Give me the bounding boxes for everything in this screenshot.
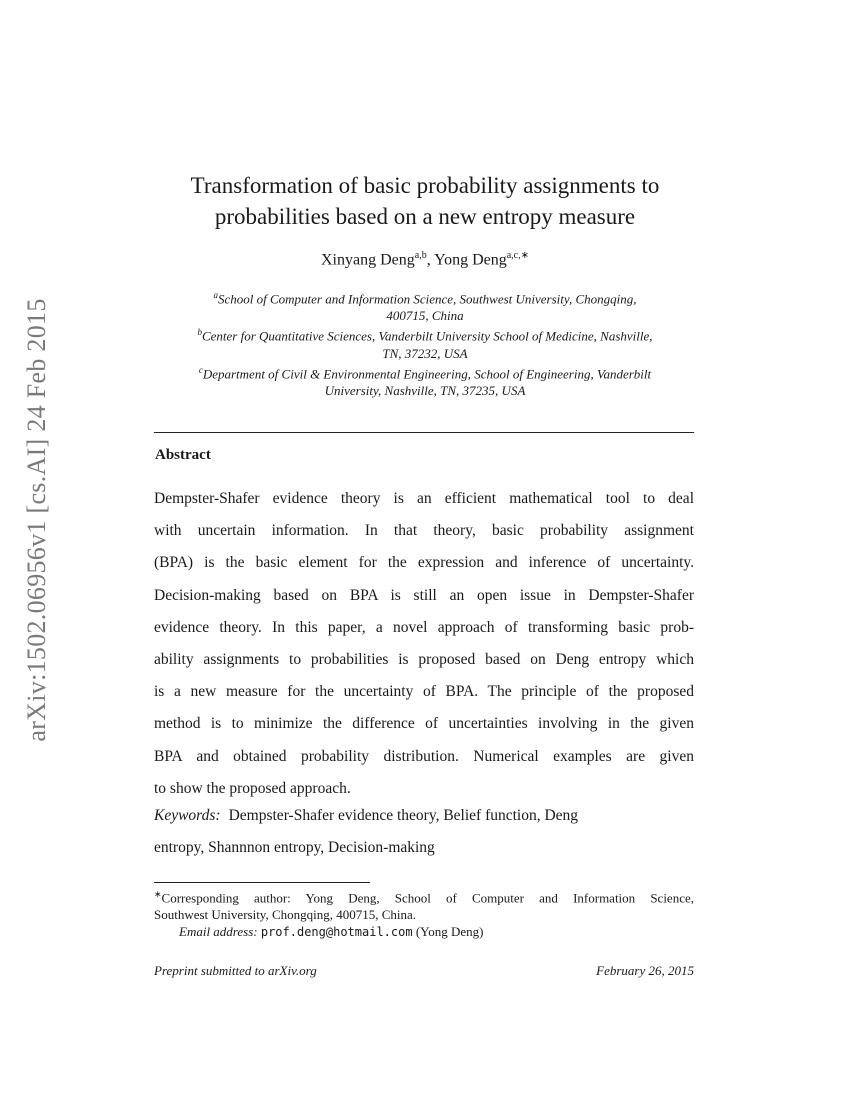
affiliation-text: Department of Civil & Environmental Engineering, School of Engineering, Vanderbilt: [202, 365, 652, 381]
affiliation-b: [150, 324, 700, 344]
abstract-line: evidence theory. In this paper, a novel approach of transforming basic prob-: [154, 618, 694, 636]
abstract-line: is a new measure for the uncertainty of BPA. The principle of the proposed: [154, 683, 694, 701]
affiliation-a-cont: 400715, China: [386, 308, 464, 324]
affiliation-text: Center for Quantitative Sciences, Vanderbilt University School of Medicine, Nashville,: [201, 328, 653, 344]
keywords: [154, 800, 694, 864]
abstract-line: (BPA) is the basic element for the expression and inference of uncertainty.: [154, 554, 694, 572]
keywords-text: Dempster-Shafer evidence theory, Belief function, Deng: [228, 807, 579, 824]
affiliation-mark: b: [197, 327, 202, 338]
author-name: Yong Deng: [434, 251, 507, 269]
abstract-line: Dempster-Shafer evidence theory is an efficient mathematical tool to deal: [154, 490, 694, 507]
abstract-line: to show the proposed approach.: [154, 779, 351, 797]
abstract-line: method is to minimize the difference of uncertainties involving in the given: [154, 715, 694, 733]
abstract-body: [154, 483, 694, 805]
abstract-line: Decision-making based on BPA is still an open issue in Dempster-Shafer: [154, 586, 694, 604]
preprint-date: February 26, 2015: [596, 963, 694, 978]
keywords-line-1: [154, 800, 694, 832]
keywords-label: Keywords:: [154, 807, 221, 824]
affiliation-mark: c: [198, 364, 203, 375]
footnote-line-1: [154, 886, 694, 906]
affiliation-text: School of Computer and Information Science, Southwest University, Chongqing,: [218, 291, 637, 307]
author-affil-mark: a,c,∗: [506, 250, 529, 261]
abstract-line: with uncertain information. In that theory, basic probability assignment: [154, 522, 694, 540]
affiliations: [150, 287, 700, 399]
keywords-line-2: entropy, Shannnon entropy, Decision-making: [154, 839, 435, 856]
abstract-line: BPA and obtained probability distribution. Numerical examples are given: [154, 747, 694, 765]
email-suffix: (Yong Deng): [415, 924, 484, 940]
abstract-line: ability assignments to probabilities is proposed based on Deng entropy which: [154, 650, 694, 668]
affiliation-c-cont: University, Nashville, TN, 37235, USA: [324, 382, 526, 398]
author-affil-mark: a,b: [414, 250, 427, 261]
arxiv-identifier: arXiv:1502.06956v1 [cs.AI] 24 Feb 2015: [22, 298, 51, 742]
footnote-text: Corresponding author: Yong Deng, School of Computer and Information Science,: [161, 890, 694, 906]
author-list: Xinyang Deng$^{a,b}$, Yong Deng$^{a,c,∗}$: [321, 250, 529, 269]
footnote-line-2: Southwest University, Chongqing, 400715, China.: [154, 907, 417, 923]
footnote-email-line: [154, 923, 694, 941]
email-link[interactable]: prof.deng@hotmail.com: [260, 925, 413, 940]
preprint-note: Preprint submitted to arXiv.org: [154, 963, 317, 978]
title-line-1: Transformation of basic probability assignments to: [190, 173, 660, 198]
footnote: [154, 886, 694, 941]
paper-title: [0, 170, 850, 232]
affiliation-mark: a: [213, 290, 218, 300]
footnote-rule: [154, 882, 370, 883]
affiliation-a: [150, 287, 700, 307]
footnote-mark: ∗: [154, 889, 162, 899]
email-label: Email address:: [179, 924, 258, 940]
affiliation-b-cont: TN, 37232, USA: [382, 345, 468, 361]
abstract-heading: Abstract: [155, 447, 211, 463]
abstract-top-rule: [154, 432, 694, 433]
title-line-2: probabilities based on a new entropy measure: [214, 204, 636, 229]
affiliation-c: [150, 362, 700, 382]
author-name: Xinyang Deng: [321, 251, 415, 269]
